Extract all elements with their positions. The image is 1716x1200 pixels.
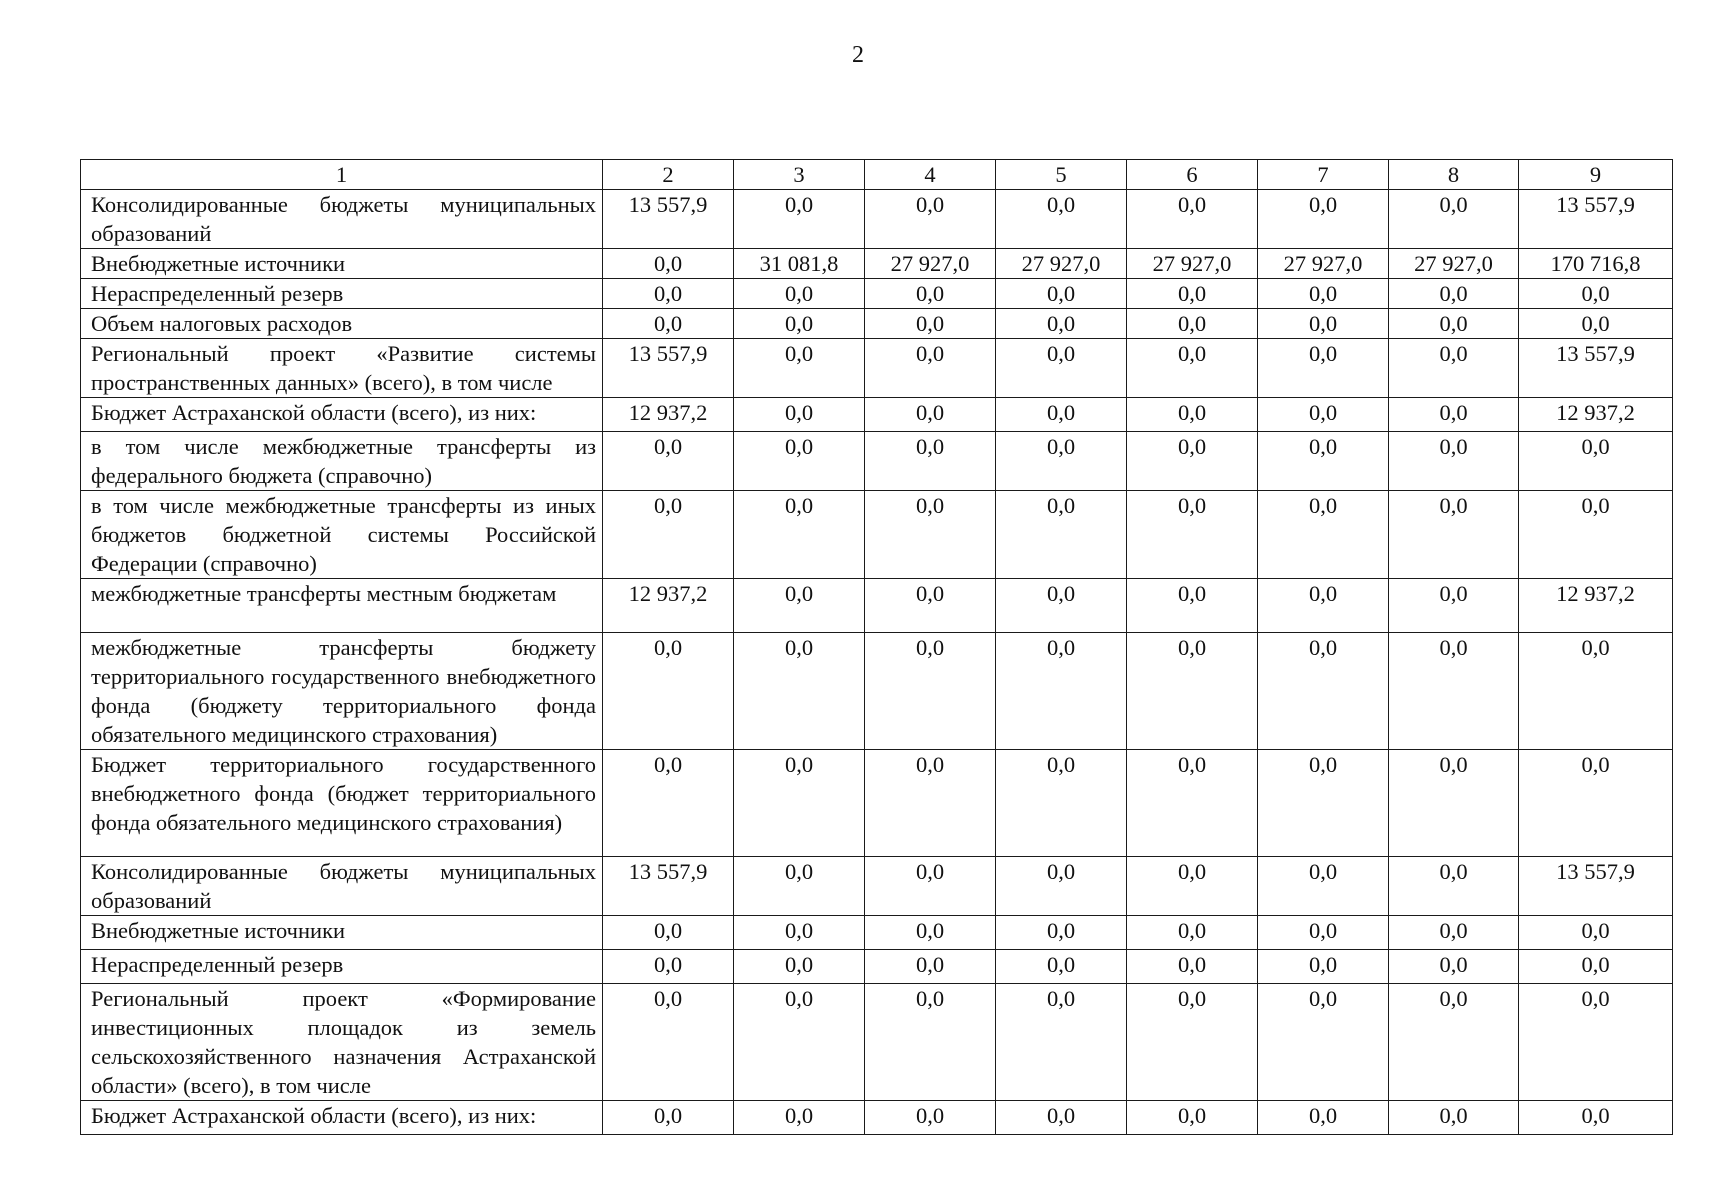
value-cell-col-5: 0,0 (996, 279, 1127, 309)
value-cell-col-2: 0,0 (603, 984, 734, 1101)
value-cell-col-7: 0,0 (1258, 984, 1389, 1101)
value-cell-col-7: 0,0 (1258, 190, 1389, 249)
value-cell-col-5: 0,0 (996, 950, 1127, 984)
value-cell-col-2: 13 557,9 (603, 857, 734, 916)
value-cell-col-6: 27 927,0 (1127, 249, 1258, 279)
value-cell-col-4: 0,0 (865, 398, 996, 432)
value-cell-col-3: 0,0 (734, 432, 865, 491)
value-cell-col-3: 0,0 (734, 1101, 865, 1135)
table-row (81, 579, 1673, 633)
value-cell-col-9: 0,0 (1519, 750, 1673, 857)
value-cell-col-2: 0,0 (603, 491, 734, 579)
value-cell-col-4: 0,0 (865, 190, 996, 249)
value-cell-col-9: 0,0 (1519, 432, 1673, 491)
column-number-4: 4 (865, 160, 996, 190)
value-cell-col-2: 0,0 (603, 916, 734, 950)
column-number-row (81, 160, 1673, 190)
value-cell-col-9: 0,0 (1519, 916, 1673, 950)
value-cell-col-4: 0,0 (865, 491, 996, 579)
value-cell-col-8: 0,0 (1389, 1101, 1519, 1135)
value-cell-col-8: 0,0 (1389, 190, 1519, 249)
value-cell-col-3: 0,0 (734, 950, 865, 984)
value-cell-col-7: 0,0 (1258, 633, 1389, 750)
value-cell-col-6: 0,0 (1127, 279, 1258, 309)
value-cell-col-3: 0,0 (734, 190, 865, 249)
row-label: Консолидированные бюджеты муниципальных образований (81, 857, 603, 916)
value-cell-col-3: 0,0 (734, 984, 865, 1101)
value-cell-col-7: 0,0 (1258, 491, 1389, 579)
value-cell-col-7: 0,0 (1258, 916, 1389, 950)
value-cell-col-5: 0,0 (996, 916, 1127, 950)
value-cell-col-5: 0,0 (996, 309, 1127, 339)
table-row (81, 398, 1673, 432)
value-cell-col-6: 0,0 (1127, 916, 1258, 950)
value-cell-col-2: 12 937,2 (603, 398, 734, 432)
value-cell-col-8: 0,0 (1389, 579, 1519, 633)
value-cell-col-6: 0,0 (1127, 984, 1258, 1101)
value-cell-col-6: 0,0 (1127, 398, 1258, 432)
column-number-5: 5 (996, 160, 1127, 190)
table-row (81, 309, 1673, 339)
row-label: Внебюджетные источники (81, 249, 603, 279)
value-cell-col-8: 0,0 (1389, 491, 1519, 579)
table-row (81, 339, 1673, 398)
value-cell-col-2: 0,0 (603, 633, 734, 750)
column-number-6: 6 (1127, 160, 1258, 190)
row-label: Нераспределенный резерв (81, 950, 603, 984)
value-cell-col-2: 0,0 (603, 750, 734, 857)
value-cell-col-4: 0,0 (865, 950, 996, 984)
row-label: в том числе межбюджетные трансферты из федерального бюджета (справочно) (81, 432, 603, 491)
value-cell-col-5: 0,0 (996, 984, 1127, 1101)
value-cell-col-7: 0,0 (1258, 750, 1389, 857)
row-label: межбюджетные трансферты местным бюджетам (81, 579, 603, 633)
value-cell-col-6: 0,0 (1127, 309, 1258, 339)
table-row (81, 916, 1673, 950)
column-number-7: 7 (1258, 160, 1389, 190)
value-cell-col-3: 0,0 (734, 309, 865, 339)
value-cell-col-7: 0,0 (1258, 339, 1389, 398)
page-number: 2 (852, 42, 864, 68)
value-cell-col-9: 13 557,9 (1519, 190, 1673, 249)
value-cell-col-3: 31 081,8 (734, 249, 865, 279)
column-number-2: 2 (603, 160, 734, 190)
value-cell-col-5: 0,0 (996, 339, 1127, 398)
table-row (81, 249, 1673, 279)
value-cell-col-4: 0,0 (865, 984, 996, 1101)
column-number-3: 3 (734, 160, 865, 190)
value-cell-col-9: 0,0 (1519, 279, 1673, 309)
value-cell-col-5: 0,0 (996, 633, 1127, 750)
row-label: в том числе межбюджетные трансферты из иных бюджетов бюджетной системы Российской Федерации (справочно) (81, 491, 603, 579)
value-cell-col-4: 0,0 (865, 279, 996, 309)
value-cell-col-9: 0,0 (1519, 491, 1673, 579)
value-cell-col-8: 0,0 (1389, 633, 1519, 750)
row-label: Региональный проект «Формирование инвестиционных площадок из земель сельскохозяйственного назначения Астраханской области» (всего), в том числе (81, 984, 603, 1101)
value-cell-col-2: 0,0 (603, 249, 734, 279)
value-cell-col-8: 0,0 (1389, 279, 1519, 309)
table-row (81, 432, 1673, 491)
value-cell-col-7: 0,0 (1258, 309, 1389, 339)
value-cell-col-4: 0,0 (865, 1101, 996, 1135)
value-cell-col-7: 0,0 (1258, 279, 1389, 309)
column-number-8: 8 (1389, 160, 1519, 190)
value-cell-col-7: 0,0 (1258, 950, 1389, 984)
table-row (81, 491, 1673, 579)
value-cell-col-9: 0,0 (1519, 984, 1673, 1101)
value-cell-col-5: 0,0 (996, 491, 1127, 579)
value-cell-col-6: 0,0 (1127, 750, 1258, 857)
value-cell-col-9: 0,0 (1519, 633, 1673, 750)
value-cell-col-6: 0,0 (1127, 633, 1258, 750)
value-cell-col-4: 0,0 (865, 339, 996, 398)
value-cell-col-3: 0,0 (734, 339, 865, 398)
row-label: межбюджетные трансферты бюджету территориального государственного внебюджетного фонда (бюджету территориального фонда обязательного медицинского страхования) (81, 633, 603, 750)
table-row (81, 950, 1673, 984)
table-row (81, 984, 1673, 1101)
value-cell-col-3: 0,0 (734, 916, 865, 950)
value-cell-col-4: 0,0 (865, 432, 996, 491)
value-cell-col-9: 170 716,8 (1519, 249, 1673, 279)
value-cell-col-5: 0,0 (996, 857, 1127, 916)
value-cell-col-5: 27 927,0 (996, 249, 1127, 279)
value-cell-col-4: 0,0 (865, 916, 996, 950)
value-cell-col-2: 0,0 (603, 309, 734, 339)
value-cell-col-8: 0,0 (1389, 950, 1519, 984)
value-cell-col-6: 0,0 (1127, 432, 1258, 491)
value-cell-col-6: 0,0 (1127, 579, 1258, 633)
table-row (81, 633, 1673, 750)
value-cell-col-6: 0,0 (1127, 339, 1258, 398)
table-row (81, 190, 1673, 249)
value-cell-col-5: 0,0 (996, 1101, 1127, 1135)
table-row (81, 279, 1673, 309)
value-cell-col-8: 0,0 (1389, 857, 1519, 916)
value-cell-col-3: 0,0 (734, 579, 865, 633)
row-label: Консолидированные бюджеты муниципальных образований (81, 190, 603, 249)
value-cell-col-3: 0,0 (734, 279, 865, 309)
value-cell-col-8: 0,0 (1389, 339, 1519, 398)
budget-table (80, 159, 1673, 1135)
row-label: Бюджет территориального государственного внебюджетного фонда (бюджет территориального фонда обязательного медицинского страхования) (81, 750, 603, 857)
value-cell-col-8: 0,0 (1389, 984, 1519, 1101)
value-cell-col-7: 0,0 (1258, 1101, 1389, 1135)
value-cell-col-4: 27 927,0 (865, 249, 996, 279)
value-cell-col-3: 0,0 (734, 633, 865, 750)
value-cell-col-7: 0,0 (1258, 398, 1389, 432)
value-cell-col-4: 0,0 (865, 750, 996, 857)
value-cell-col-2: 0,0 (603, 279, 734, 309)
value-cell-col-6: 0,0 (1127, 857, 1258, 916)
value-cell-col-8: 0,0 (1389, 916, 1519, 950)
value-cell-col-4: 0,0 (865, 309, 996, 339)
row-label: Региональный проект «Развитие системы пространственных данных» (всего), в том числе (81, 339, 603, 398)
value-cell-col-8: 0,0 (1389, 309, 1519, 339)
value-cell-col-8: 0,0 (1389, 750, 1519, 857)
column-number-1: 1 (81, 160, 603, 190)
row-label: Бюджет Астраханской области (всего), из них: (81, 1101, 603, 1135)
value-cell-col-5: 0,0 (996, 190, 1127, 249)
value-cell-col-2: 13 557,9 (603, 339, 734, 398)
value-cell-col-6: 0,0 (1127, 190, 1258, 249)
value-cell-col-9: 0,0 (1519, 309, 1673, 339)
value-cell-col-6: 0,0 (1127, 950, 1258, 984)
value-cell-col-5: 0,0 (996, 579, 1127, 633)
value-cell-col-3: 0,0 (734, 857, 865, 916)
row-label: Внебюджетные источники (81, 916, 603, 950)
value-cell-col-4: 0,0 (865, 857, 996, 916)
value-cell-col-2: 13 557,9 (603, 190, 734, 249)
value-cell-col-5: 0,0 (996, 432, 1127, 491)
value-cell-col-6: 0,0 (1127, 491, 1258, 579)
value-cell-col-7: 27 927,0 (1258, 249, 1389, 279)
table-row (81, 857, 1673, 916)
value-cell-col-4: 0,0 (865, 633, 996, 750)
value-cell-col-7: 0,0 (1258, 857, 1389, 916)
value-cell-col-3: 0,0 (734, 398, 865, 432)
row-label: Объем налоговых расходов (81, 309, 603, 339)
row-label: Бюджет Астраханской области (всего), из них: (81, 398, 603, 432)
value-cell-col-9: 0,0 (1519, 950, 1673, 984)
value-cell-col-2: 0,0 (603, 1101, 734, 1135)
value-cell-col-2: 12 937,2 (603, 579, 734, 633)
value-cell-col-9: 12 937,2 (1519, 398, 1673, 432)
value-cell-col-3: 0,0 (734, 750, 865, 857)
value-cell-col-9: 12 937,2 (1519, 579, 1673, 633)
value-cell-col-5: 0,0 (996, 398, 1127, 432)
value-cell-col-9: 0,0 (1519, 1101, 1673, 1135)
table-row (81, 750, 1673, 857)
value-cell-col-2: 0,0 (603, 950, 734, 984)
value-cell-col-6: 0,0 (1127, 1101, 1258, 1135)
value-cell-col-2: 0,0 (603, 432, 734, 491)
value-cell-col-8: 27 927,0 (1389, 249, 1519, 279)
value-cell-col-5: 0,0 (996, 750, 1127, 857)
value-cell-col-8: 0,0 (1389, 398, 1519, 432)
value-cell-col-9: 13 557,9 (1519, 339, 1673, 398)
value-cell-col-7: 0,0 (1258, 432, 1389, 491)
value-cell-col-8: 0,0 (1389, 432, 1519, 491)
value-cell-col-7: 0,0 (1258, 579, 1389, 633)
table-body (81, 190, 1673, 1135)
column-number-9: 9 (1519, 160, 1673, 190)
value-cell-col-4: 0,0 (865, 579, 996, 633)
value-cell-col-3: 0,0 (734, 491, 865, 579)
table-row (81, 1101, 1673, 1135)
value-cell-col-9: 13 557,9 (1519, 857, 1673, 916)
row-label: Нераспределенный резерв (81, 279, 603, 309)
